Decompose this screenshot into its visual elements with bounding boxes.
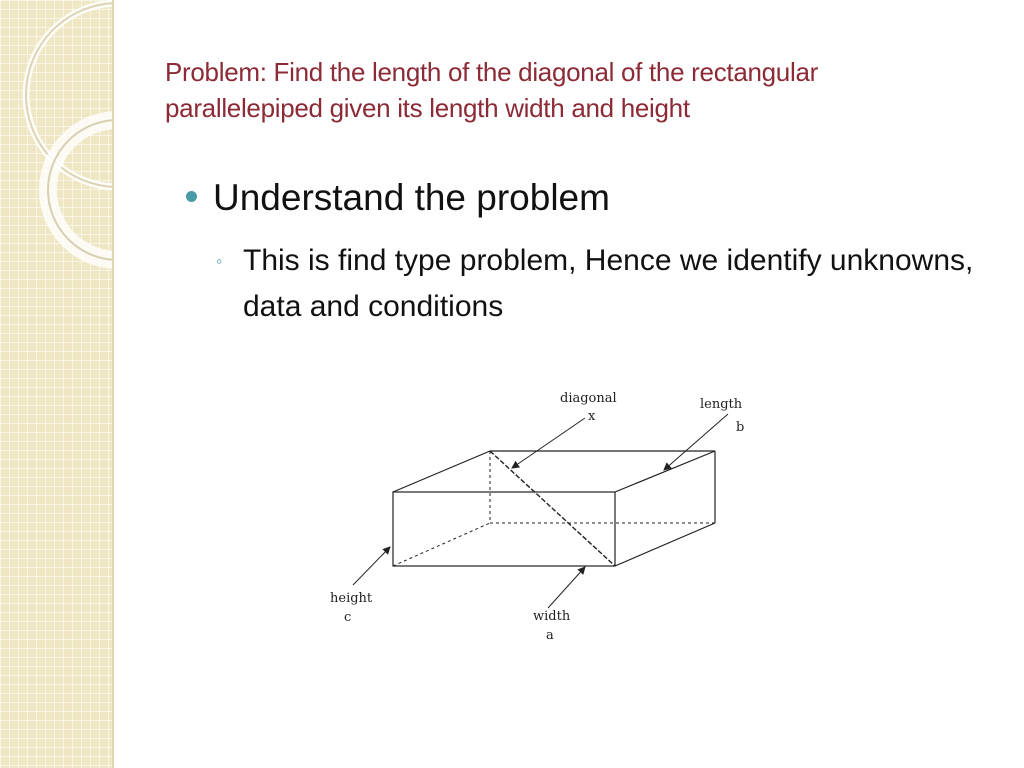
label-height-var: c xyxy=(344,610,352,625)
slide-title: Problem: Find the length of the diagonal of the rectangular parallelepiped given its length width and height xyxy=(165,57,818,123)
label-width-var: a xyxy=(546,628,554,643)
front-face xyxy=(393,492,615,566)
label-diagonal-var: x xyxy=(588,409,596,424)
label-length: length xyxy=(700,397,743,412)
label-height: height xyxy=(330,591,373,606)
length-arrow xyxy=(664,414,728,470)
hidden-left-bottom-edge xyxy=(393,523,490,566)
bullet-main-text: Understand the problem xyxy=(213,177,610,218)
height-arrow xyxy=(353,547,390,585)
label-diagonal: diagonal xyxy=(560,391,617,406)
width-arrow xyxy=(548,567,585,608)
diagonal-line xyxy=(490,451,615,566)
label-length-var: b xyxy=(736,420,745,435)
top-right-edge xyxy=(615,451,715,492)
label-width: width xyxy=(533,609,571,624)
bullet-sub-text: This is find type problem, Hence we identify unknowns, data and conditions xyxy=(243,244,974,323)
bottom-right-edge xyxy=(615,523,715,566)
diagonal-arrow xyxy=(512,418,585,468)
annotation-arrows xyxy=(353,414,728,608)
sub-bullet-ring-icon: ◦ xyxy=(216,251,223,271)
top-left-edge xyxy=(393,451,490,492)
